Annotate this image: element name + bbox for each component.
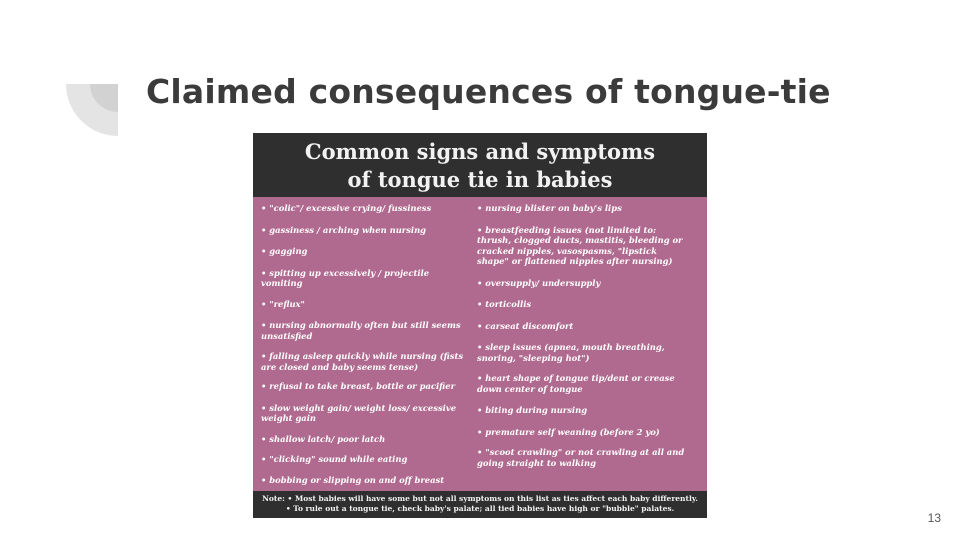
symptom-list-left (261, 203, 473, 485)
symptom-item: • shallow latch/ poor latch (261, 433, 386, 444)
symptom-item: • gassiness / arching when nursing (261, 224, 427, 235)
symptom-item: • bobbing or slipping on and off breast (261, 474, 445, 485)
symptoms-infographic (253, 133, 707, 518)
page-number: 13 (927, 511, 941, 525)
symptom-item: • biting during nursing (477, 405, 588, 415)
infographic-header (253, 133, 707, 197)
symptom-list-right (477, 203, 703, 468)
symptom-item: • sleep issues (apnea, mouth breathing, snoring, "sleeping hot") (477, 342, 665, 363)
infographic-title-line-1: Common signs and symptoms (304, 139, 656, 164)
symptom-item: • refusal to take breast, bottle or pacifier (261, 381, 456, 391)
symptom-item: • oversupply/ undersupply (477, 277, 601, 288)
symptom-item: • "clicking" sound while eating (261, 454, 408, 464)
symptom-item: • gagging (261, 246, 308, 256)
symptom-item: • nursing abnormally often but still seems unsatisfied (261, 320, 461, 341)
symptom-item: • breastfeeding issues (not limited to: thrush, clogged ducts, mastitis, bleeding or cracked nipples, vasospasms, "lipstick shape" or flattened nipples after nursing) (477, 224, 683, 266)
slide-title: Claimed consequences of tongue-tie (146, 72, 831, 111)
infographic-title-line-2: of tongue tie in babies (347, 167, 613, 192)
symptom-item: • "reflux" (261, 298, 305, 309)
infographic-body (253, 197, 707, 491)
note-line-2: • To rule out a tongue tie, check baby's palate; all tied babies have high or "bubble" palates. (285, 504, 675, 513)
symptom-item: • nursing blister on baby's lips (477, 203, 622, 213)
symptom-item: • premature self weaning (before 2 yo) (477, 426, 660, 437)
symptom-item: • spitting up excessively / projectile vomiting (261, 267, 430, 288)
symptom-item: • "colic"/ excessive crying/ fussiness (261, 203, 432, 213)
symptom-item: • "scoot crawling" or not crawling at all and going straight to walking (477, 447, 685, 468)
quarter-circle-decoration (60, 78, 124, 142)
symptom-item: • heart shape of tongue tip/dent or crease down center of tongue (477, 373, 675, 394)
infographic-footer (253, 491, 707, 518)
symptom-item: • falling asleep quickly while nursing (fists are closed and baby seems tense) (261, 351, 464, 372)
note-line-1: Note: • Most babies will have some but not all symptoms on this list as ties affect each baby differently. (262, 494, 698, 503)
symptom-item: • carseat discomfort (477, 320, 574, 331)
symptom-item: • torticollis (477, 299, 532, 309)
symptom-item: • slow weight gain/ weight loss/ excessive weight gain (261, 402, 457, 423)
